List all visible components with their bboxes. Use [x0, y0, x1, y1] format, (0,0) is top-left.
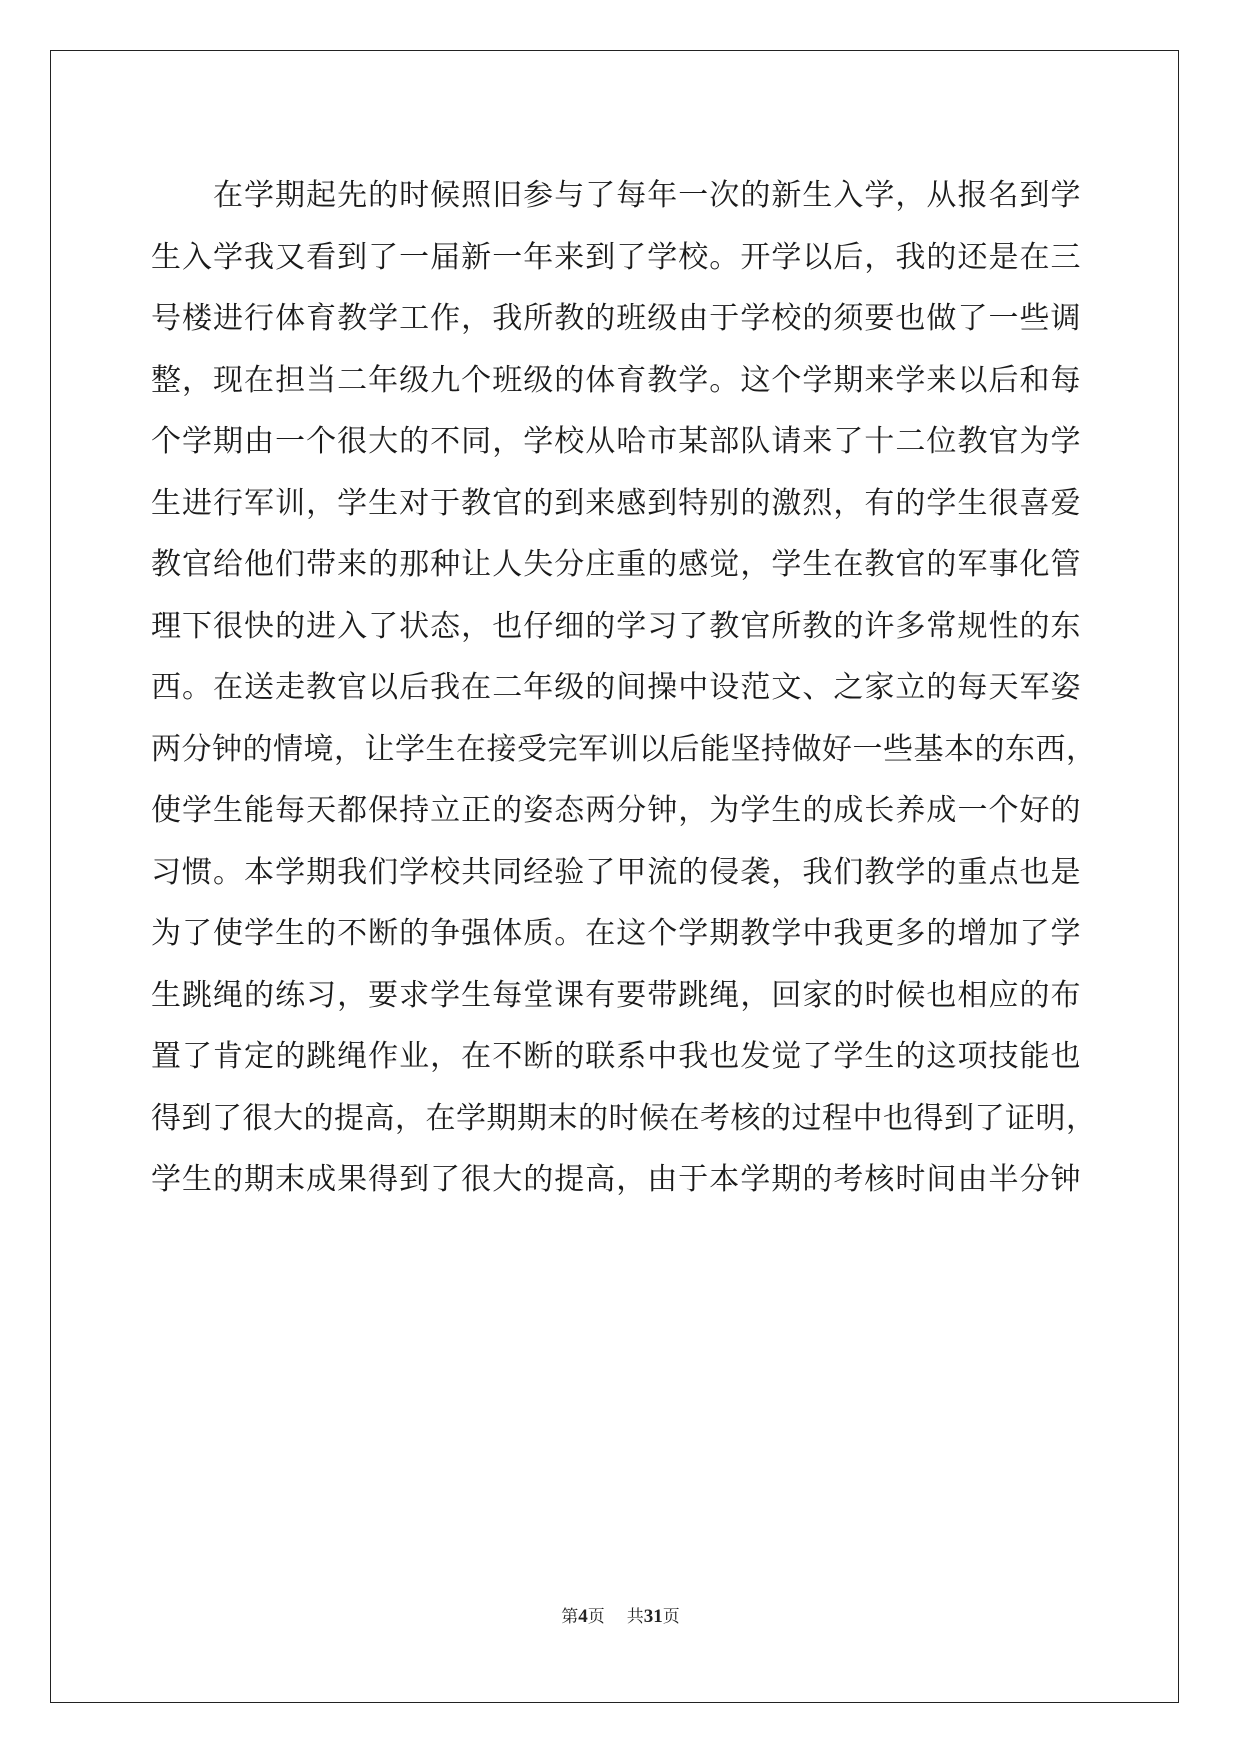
page-suffix: 页 [587, 1607, 605, 1627]
text-line: 教官给他们带来的那种让人失分庄重的感觉，学生在教官的军事化管 [151, 547, 1081, 582]
text-line: 学生的期末成果得到了很大的提高，由于本学期的考核时间由半分钟 [151, 1162, 1081, 1197]
total-prefix: 共 [626, 1607, 644, 1627]
text-line: 个学期由一个很大的不同，学校从哈市某部队请来了十二位教官为学 [151, 424, 1081, 459]
text-line: 西。在送走教官以后我在二年级的间操中设范文、之家立的每天军姿 [151, 670, 1081, 705]
body-text [151, 165, 1097, 1211]
text-line: 置了肯定的跳绳作业，在不断的联系中我也发觉了学生的这项技能也 [151, 1039, 1081, 1074]
text-line: 得到了很大的提高，在学期期末的时候在考核的过程中也得到了证明， [151, 1100, 1097, 1136]
text-line: 号楼进行体育教学工作，我所教的班级由于学校的须要也做了一些调 [151, 301, 1081, 336]
total-suffix: 页 [662, 1607, 680, 1627]
page-footer [0, 1602, 1241, 1628]
text-line: 为了使学生的不断的争强体质。在这个学期教学中我更多的增加了学 [151, 916, 1081, 951]
text-line: 两分钟的情境，让学生在接受完军训以后能坚持做好一些基本的东西， [151, 731, 1097, 767]
text-line: 生进行军训，学生对于教官的到来感到特别的激烈，有的学生很喜爱 [151, 485, 1081, 521]
text-line: 生跳绳的练习，要求学生每堂课有要带跳绳，回家的时候也相应的布 [151, 977, 1081, 1013]
text-line: 理下很快的进入了状态，也仔细的学习了教官所教的许多常规性的东 [151, 608, 1081, 644]
text-line: 生入学我又看到了一届新一年来到了学校。开学以后，我的还是在三 [151, 239, 1081, 275]
text-line: 整，现在担当二年级九个班级的体育教学。这个学期来学来以后和每 [151, 362, 1081, 398]
page-prefix: 第 [561, 1607, 579, 1627]
total-pages: 31 [643, 1606, 663, 1627]
text-line: 习惯。本学期我们学校共同经验了甲流的侵袭，我们教学的重点也是 [151, 854, 1081, 890]
text-line: 在学期起先的时候照旧参与了每年一次的新生入学，从报名到学 [213, 178, 1081, 213]
text-line: 使学生能每天都保持立正的姿态两分钟，为学生的成长养成一个好的 [151, 793, 1081, 828]
page-number: 4 [578, 1606, 588, 1627]
